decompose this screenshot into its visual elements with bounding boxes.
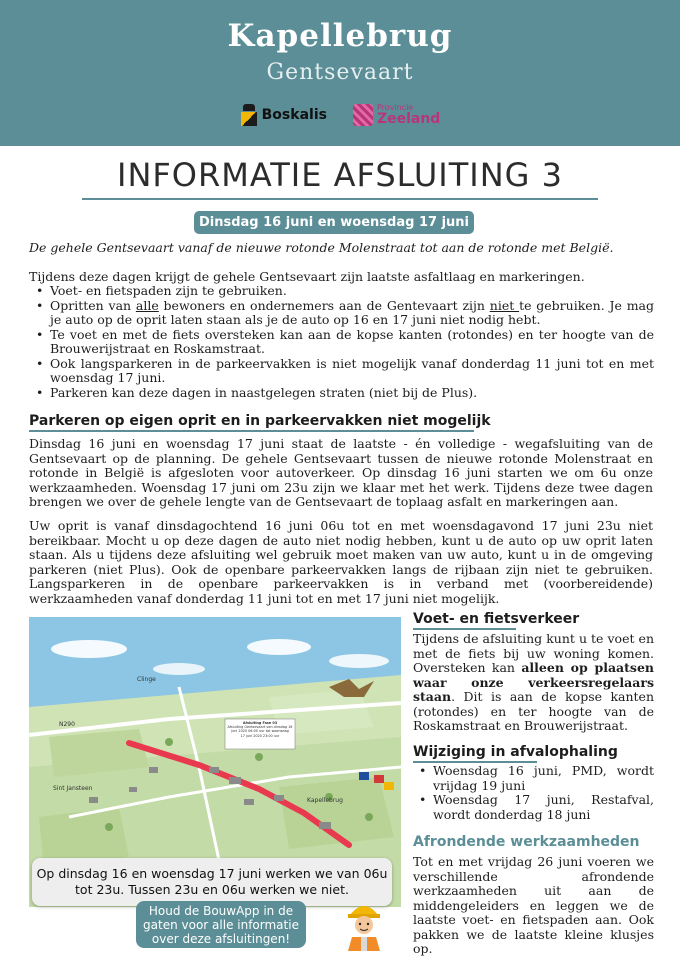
zeeland-provincie: Provincie (376, 103, 414, 112)
voet-fiets-paragraph: Tijdens de afsluiting kunt u te voet en met de fiets bij uw woning komen. Oversteken kan alleen op plaatsen waar onze verkeersregelaars staan. Dit is aan de kopse kanten (rotondes) en ter hoogte van de Roskamstraat en Brouwerijstraat. (413, 631, 654, 733)
map-label-clinge: Clinge (137, 676, 156, 683)
heading-afrondende: Afrondende werkzaamheden (413, 834, 640, 850)
parkeren-paragraph-2: Uw oprit is vanaf dinsdagochtend 16 juni 06u tot en met woensdagavond 17 juni 23u niet bereikbaar. Mocht u op deze dagen de auto niet nodig hebben, kunt u de auto op uw oprit laten staan. Als u tijdens deze afsluiting wel gebruik moet maken van uw auto, kunt u in de omgeving parkeren (niet Plus). Ook de openbare parkeervakken langs de rijbaan zijn niet te gebruiken. Langsparkeren in de openbare parkeervakken is in verband met (voorbereidende) werkzaamheden vanaf donderdag 11 juni tot en met 17 juni niet mogelijk. (29, 518, 653, 606)
list-item: • Woensdag 17 juni, Restafval, wordt donderdag 18 juni (433, 793, 654, 822)
map-callout-line: Afsluiting Gentsevaart van dinsdag 16 (227, 725, 293, 730)
info-bullet-list (50, 284, 654, 400)
partner-logos (0, 104, 680, 126)
bouwapp-notice: Houd de BouwApp in de gaten voor alle informatie over deze afsluitingen! (136, 901, 306, 948)
page-title: INFORMATIE AFSLUITING 3 (117, 156, 563, 194)
zeeland-logo (353, 104, 440, 126)
header-subtitle: Gentsevaart (266, 60, 414, 85)
map-callout-line: 17 juni 2020 23:00 uur (240, 733, 280, 738)
lead-text: Tijdens deze dagen krijgt de gehele Gentsevaart zijn laatste asfaltlaag en markeringen. (29, 269, 585, 284)
section-divider (413, 628, 516, 630)
map-label-n290: N290 (59, 721, 75, 728)
heading-voet-fiets: Voet- en fietsverkeer (413, 611, 580, 627)
header-banner (0, 0, 680, 146)
construction-worker-icon (340, 895, 388, 951)
section-heading-parkeren: Parkeren op eigen oprit en in parkeervakken niet mogelijk (29, 413, 491, 429)
list-item: • Ook langsparkeren in de parkeervakken is niet mogelijk vanaf donderdag 11 juni tot en met woensdag 17 juni. (50, 357, 654, 386)
parkeren-paragraph-1: Dinsdag 16 juni en woensdag 17 juni staat de laatste - én volledige - wegafsluiting van de Gentsevaart op de planning. De gehele Gentsevaart tussen de nieuwe rotonde Molenstraat en rotonde in België is afgesloten voor autoverkeer. Op dinsdag 16 juni starten we om 6u onze werkzaamheden. Woensdag 17 juni om 23u zijn we klaar met het werk. Tijdens deze twee dagen brengen we over de gehele lengte van de Gentsevaart de toplaag asfalt en markeringen aan. (29, 436, 653, 509)
intro-text: De gehele Gentsevaart vanaf de nieuwe rotonde Molenstraat tot aan de rotonde met België. (29, 240, 614, 255)
title-divider (82, 198, 598, 200)
afrondende-paragraph: Tot en met vrijdag 26 juni voeren we verschillende afrondende werkzaamheden uit aan de middengeleiders en leggen we de laatste voet- en fietspaden aan. Ook pakken we de laatste kleine klusjes op. (413, 854, 654, 956)
boskalis-icon (240, 104, 258, 126)
date-badge: Dinsdag 16 juni en woensdag 17 juni (194, 211, 474, 234)
list-item: • Opritten van alle bewoners en ondernemers aan de Gentevaart zijn niet te gebruiken. Je mag je auto op de oprit laten staan als je de auto op 16 en 17 juni niet nodig hebt. (50, 299, 654, 328)
afval-list (433, 764, 654, 822)
list-item: • Woensdag 16 juni, PMD, wordt vrijdag 19 juni (433, 764, 654, 793)
list-item: • Voet- en fietspaden zijn te gebruiken. (50, 284, 654, 299)
map-callout (225, 719, 295, 749)
header-title: Kapellebrug (227, 18, 453, 54)
work-hours-note: Op dinsdag 16 en woensdag 17 juni werken we van 06u tot 23u. Tussen 23u en 06u werken we niet. (32, 858, 392, 906)
zeeland-name: Zeeland (376, 111, 441, 127)
zeeland-icon (353, 104, 373, 126)
map-callout-line: juni 2020 06:00 uur tot woensdag (231, 729, 289, 734)
boskalis-name: Boskalis (261, 107, 327, 123)
map-callout-title: Afsluiting Fase 03 (242, 721, 278, 725)
list-item: • Parkeren kan deze dagen in naastgelegen straten (niet bij de Plus). (50, 386, 654, 401)
boskalis-logo (240, 104, 327, 126)
map-label-sint-jansteen: Sint Jansteen (53, 785, 93, 792)
map-label-kapellebrug: Kapellebrug (307, 797, 343, 804)
heading-afval: Wijziging in afvalophaling (413, 744, 618, 760)
list-item: • Te voet en met de fiets oversteken kan aan de kopse kanten (rotondes) en ter hoogte van de Brouwerijstraat en Roskamstraat. (50, 328, 654, 357)
section-divider (29, 430, 474, 432)
